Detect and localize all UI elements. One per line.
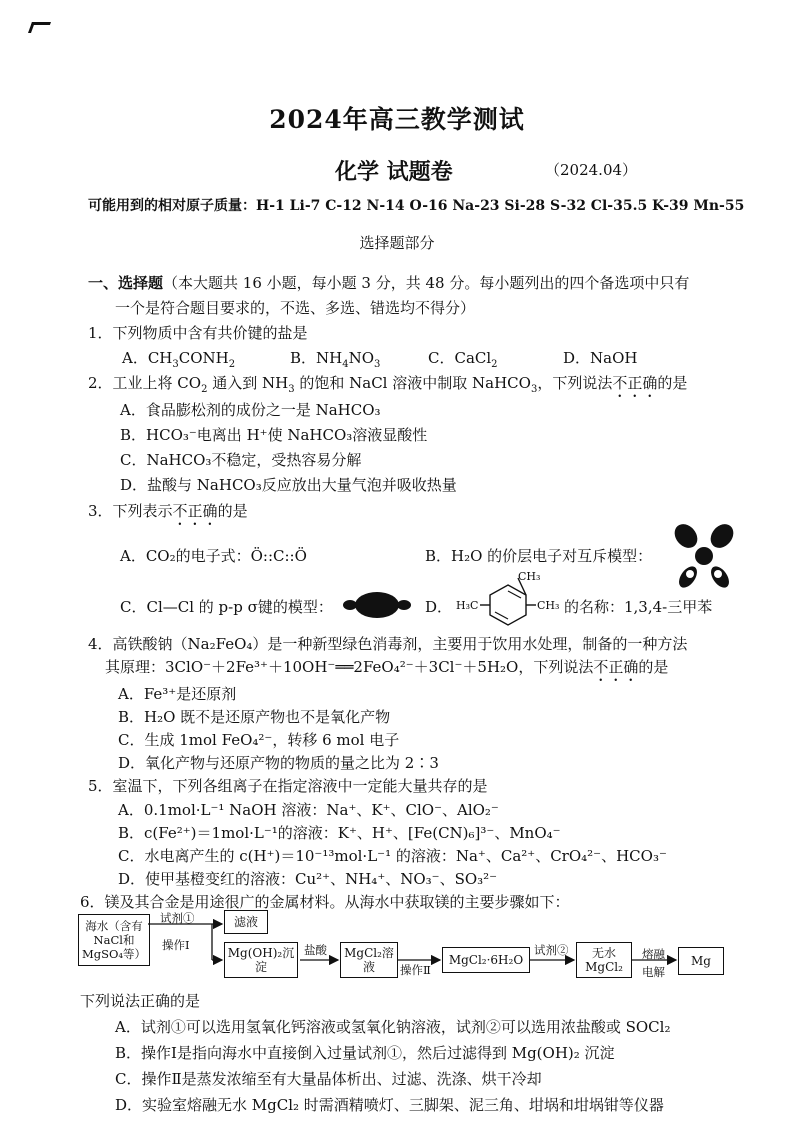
q6-stem: 6．镁及其合金是用途很广的金属材料。从海水中获取镁的主要步骤如下： [80,893,570,911]
atomic-masses: 可能用到的相对原子质量：H-1 Li-7 C-12 N-14 O-16 Na-23 Si-28 S-32 Cl-35.5 K-39 Mn-55 [88,198,745,214]
q4-stem-b: 的是 [638,658,669,676]
flow-box-anhydrous: 无水MgCl₂ [576,942,632,978]
trimethylbenzene-structure-icon [452,568,564,626]
part-heading [88,272,689,293]
flow-box-mgcl2-solution: MgCl₂溶液 [340,942,398,978]
flow-box-seawater: 海水（含有NaCl和MgSO₄等） [78,914,150,966]
q5-stem: 5．室温下，下列各组离子在指定溶液中一定能大量共存的是 [88,777,488,795]
q3-option-c: C．Cl—Cl 的 p-p σ键的模型： [120,598,333,616]
flow-label-melt: 熔融 [642,947,665,961]
section-title: 选择题部分 [359,234,435,252]
q3-option-a: A．CO₂的电子式：Ö::C::Ö [120,547,307,565]
q4-option-c: C．生成 1mol FeO₄²⁻，转移 6 mol 电子 [118,731,400,749]
q3-stem [88,500,248,529]
q4-stem-a: 其原理：3ClO⁻＋2Fe³⁺＋10OH⁻══2FeO₄²⁻＋3Cl⁻＋5H₂O，下列说法 [105,658,594,676]
q1-option-b: B．$NH_4NO_3$ [290,349,381,370]
flow-box-mg: Mg [678,947,724,975]
q3-d-h3c: H₃C [456,599,479,612]
magnesium-flowchart [78,910,728,982]
q4-stem-line1: 4．高铁酸钠（Na₂FeO₄）是一种新型绿色消毒剂，主要用于饮用水处理，制备的一种方法 [88,635,688,653]
q2-option-c: C．NaHCO₃不稳定，受热容易分解 [120,451,362,469]
q1-option-c: C．CaCl$_2$ [428,349,498,370]
q6-sub-stem: 下列说法正确的是 [80,992,201,1010]
flow-label-op2: 操作Ⅱ [400,963,431,977]
flow-box-precipitate: Mg(OH)₂沉淀 [224,942,298,978]
q5-option-c: C．水电离产生的 c(H⁺)＝10⁻¹³mol·L⁻¹ 的溶液：Na⁺、Ca²⁺、CrO₄²⁻、HCO₃⁻ [118,847,667,865]
q3-stem-b: 的是 [217,502,248,520]
q6-option-c: C．操作Ⅱ是蒸发浓缩至有大量晶体析出、过滤、洗涤、烘干冷却 [115,1070,542,1088]
q3-stem-a: 3．下列表示 [88,502,173,520]
q2-option-a: A．食品膨松剂的成份之一是 NaHCO₃ [120,401,381,419]
q3-stem-emph: 不正确 [172,502,218,520]
q2-stem-a: 2．工业上将 CO [88,374,202,392]
q2-stem-b: 通入到 NH [207,374,289,392]
vsepr-model-icon [672,522,736,590]
q3-option-d-label: D． [425,598,453,616]
subject-title: 化学 试题卷 [335,159,453,185]
q4-stem-line2 [105,656,668,685]
flow-label-hcl: 盐酸 [304,943,327,957]
q2-option-b: B．HCO₃⁻电离出 H⁺使 NaHCO₃溶液显酸性 [120,426,428,444]
q3-option-d-text: 的名称：1,3,4-三甲苯 [564,598,713,616]
q2-stem-d: ，下列说法 [537,374,613,392]
corner-mark [28,22,51,33]
q1-option-a: A．$CH_3CONH_2$ [122,349,236,370]
q4-stem-emph: 不正确 [593,658,639,676]
part-heading-cont: 一个是符合题目要求的，不选、多选、错选均不得分） [115,299,476,317]
q4-option-a: A．Fe³⁺是还原剂 [118,685,237,703]
q3-d-ch3-top: CH₃ [518,570,541,583]
flow-label-op1: 操作Ⅰ [162,938,190,952]
flow-label-reagent1: 试剂① [160,911,195,925]
q2-stem: 2．工业上将 $CO_2$ 通入到 $NH_3$ 的饱和 NaCl 溶液中制取 NaHCO$_3$，下列说法不正确的是 [88,374,688,395]
q1-option-d: D．NaOH [563,349,638,367]
q1-stem: 1．下列物质中含有共价键的盐是 [88,324,308,342]
flow-label-electrolysis: 电解 [642,965,665,979]
q5-option-b: B．c(Fe²⁺)＝1mol·L⁻¹的溶液：K⁺、H⁺、[Fe(CN)₆]³⁻、MnO₄⁻ [118,824,561,842]
q3-d-ch3-right: CH₃ [537,599,560,612]
flow-box-hydrate: MgCl₂·6H₂O [442,947,530,973]
q2-stem-e: 的是 [657,374,688,392]
q2-option-d: D．盐酸与 NaHCO₃反应放出大量气泡并吸收热量 [120,476,457,494]
part-heading-lead: 一、选择题 [88,274,164,292]
q2-stem-c: 的饱和 NaCl 溶液中制取 NaHCO [294,374,531,392]
q5-option-d: D．使甲基橙变红的溶液：Cu²⁺、NH₄⁺、NO₃⁻、SO₃²⁻ [118,870,498,888]
part-heading-text: （本大题共 16 小题，每小题 3 分，共 48 分。每小题列出的四个备选项中只有 [163,274,690,292]
flow-box-filtrate: 滤液 [224,910,268,934]
q4-option-b: B．H₂O 既不是还原产物也不是氧化产物 [118,708,391,726]
q6-option-a: A．试剂①可以选用氢氧化钙溶液或氢氧化钠溶液，试剂②可以选用浓盐酸或 SOCl₂ [115,1018,671,1036]
sigma-bond-model-icon [342,590,412,620]
exam-title: 2024年高三教学测试 [269,105,525,134]
q3-option-b: B．H₂O 的价层电子对互斥模型： [425,547,653,565]
q4-option-d: D．氧化产物与还原产物的物质的量之比为 2∶3 [118,754,439,772]
flow-label-reagent2: 试剂② [534,943,569,957]
q2-stem-emph: 不正确 [612,374,658,392]
q5-option-a: A．0.1mol·L⁻¹ NaOH 溶液：Na⁺、K⁺、ClO⁻、AlO₂⁻ [118,801,499,819]
q6-option-d: D．实验室熔融无水 MgCl₂ 时需酒精喷灯、三脚架、泥三角、坩埚和坩埚钳等仪器 [115,1096,664,1114]
q6-option-b: B．操作Ⅰ是指向海水中直接倒入过量试剂①，然后过滤得到 Mg(OH)₂ 沉淀 [115,1044,615,1062]
exam-date: （2024.04） [545,161,638,179]
